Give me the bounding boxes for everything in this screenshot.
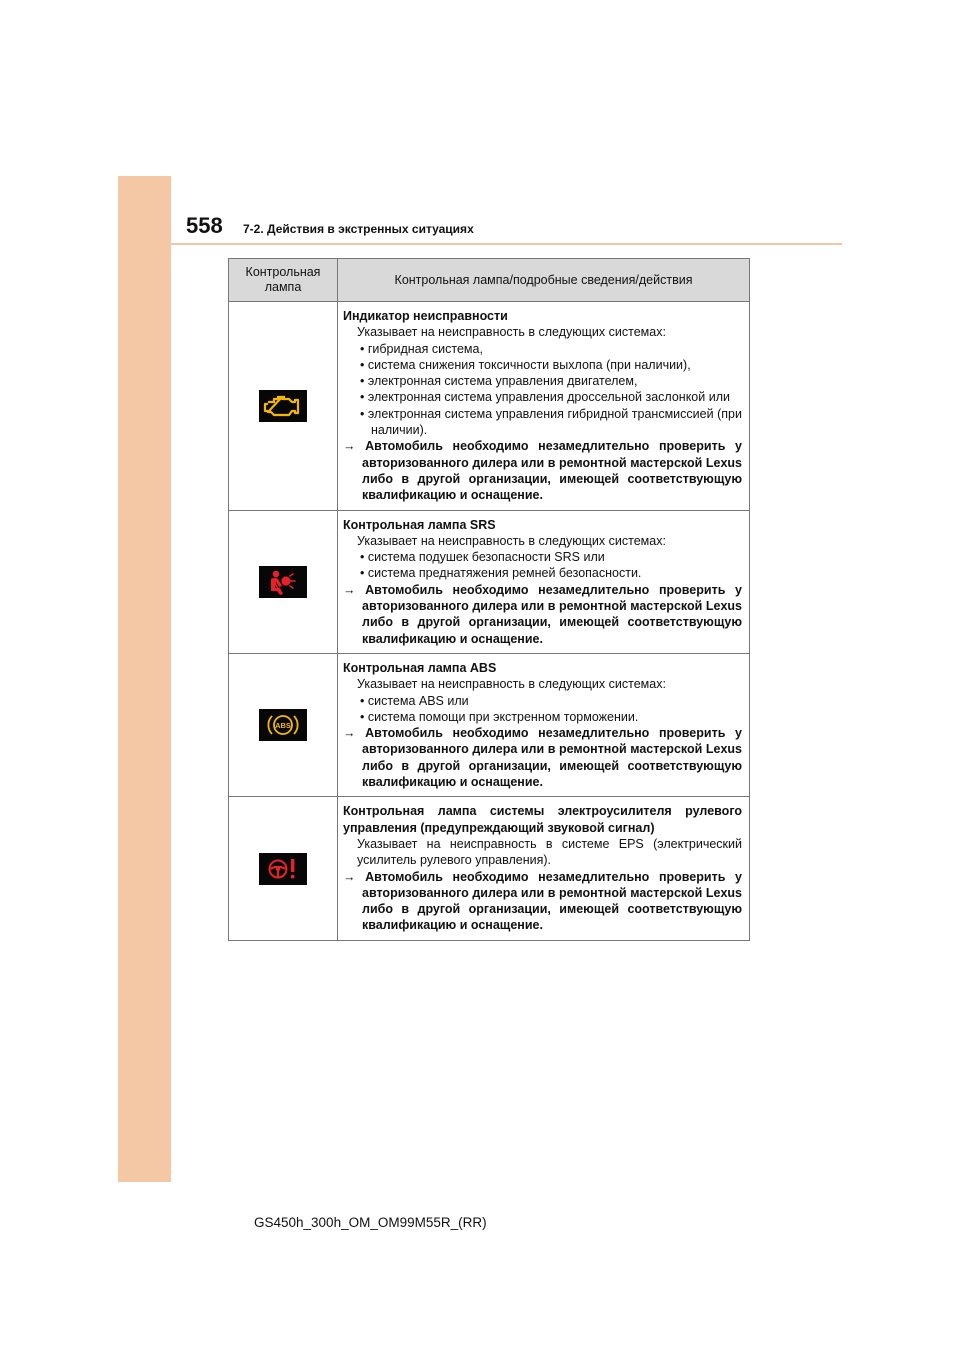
lamp-cell — [229, 653, 338, 796]
description-cell — [338, 302, 750, 511]
list-item: • электронная система управления дроссельной заслонкой или — [360, 390, 730, 405]
list-item: • система снижения токсичности выхлопа (при наличии), — [360, 357, 691, 372]
document-code: GS450h_300h_OM_OM99M55R_(RR) — [254, 1215, 487, 1230]
list-item: • система подушек безопасности SRS или — [360, 550, 605, 565]
description-cell — [338, 653, 750, 796]
list-item: • система преднатяжения ремней безопасности. — [360, 566, 642, 581]
description-cell — [338, 797, 750, 940]
action-text: → Автомобиль необходимо незамедлительно проверить у авторизованного дилера или в ремонтной мастерской Lexus либо в другой организации, имеющей соответствующую квалификацию и оснащение. — [343, 869, 742, 933]
list-item: • система помощи при экстренном торможении. — [360, 709, 639, 724]
abs-icon-label: ABS — [275, 721, 291, 731]
abs-icon — [259, 709, 307, 741]
row-title: Контрольная лампа системы электроусилителя рулевого управления (предупреждающий звуковой сигнал) — [343, 804, 742, 835]
table-header-row — [229, 259, 750, 302]
side-color-band — [118, 176, 171, 1182]
table-row — [229, 510, 750, 653]
column-header-lamp: Контрольная лампа — [229, 259, 338, 302]
list-item: • система ABS или — [360, 693, 469, 708]
eps-steering-warning-icon — [259, 853, 307, 885]
row-title: Контрольная лампа ABS — [343, 660, 497, 675]
column-header-description: Контрольная лампа/подробные сведения/действия — [338, 259, 750, 302]
row-intro: Указывает на неисправность в следующих системах: — [357, 325, 666, 340]
action-text: → Автомобиль необходимо незамедлительно проверить у авторизованного дилера или в ремонтной мастерской Lexus либо в другой организации, имеющей соответствующую квалификацию и оснащение. — [343, 582, 742, 646]
warning-lamp-table — [228, 258, 750, 941]
row-intro: Указывает на неисправность в следующих системах: — [357, 677, 666, 692]
table-row — [229, 653, 750, 796]
action-text: → Автомобиль необходимо незамедлительно проверить у авторизованного дилера или в ремонтной мастерской Lexus либо в другой организации, имеющей соответствующую квалификацию и оснащение. — [343, 439, 742, 503]
list-item: • гибридная система, — [360, 341, 483, 356]
lamp-cell — [229, 510, 338, 653]
section-title: 7-2. Действия в экстренных ситуациях — [243, 222, 474, 236]
table-row — [229, 302, 750, 511]
description-cell — [338, 510, 750, 653]
row-title: Контрольная лампа SRS — [343, 517, 496, 532]
lamp-cell — [229, 302, 338, 511]
row-intro: Указывает на неисправность в системе EPS (электрический усилитель рулевого управления). — [357, 836, 742, 868]
row-title: Индикатор неисправности — [343, 309, 508, 323]
table-row — [229, 797, 750, 940]
action-text: → Автомобиль необходимо незамедлительно проверить у авторизованного дилера или в ремонтной мастерской Lexus либо в другой организации, имеющей соответствующую квалификацию и оснащение. — [343, 726, 742, 790]
list-item: • электронная система управления гибридной трансмиссией (при наличии). — [360, 406, 742, 438]
lamp-cell — [229, 797, 338, 940]
list-item: • электронная система управления двигателем, — [360, 374, 638, 389]
page-number: 558 — [186, 213, 223, 238]
srs-airbag-icon — [259, 566, 307, 598]
row-intro: Указывает на неисправность в следующих системах: — [357, 533, 666, 548]
header-rule — [171, 243, 842, 245]
check-engine-icon — [259, 390, 307, 422]
